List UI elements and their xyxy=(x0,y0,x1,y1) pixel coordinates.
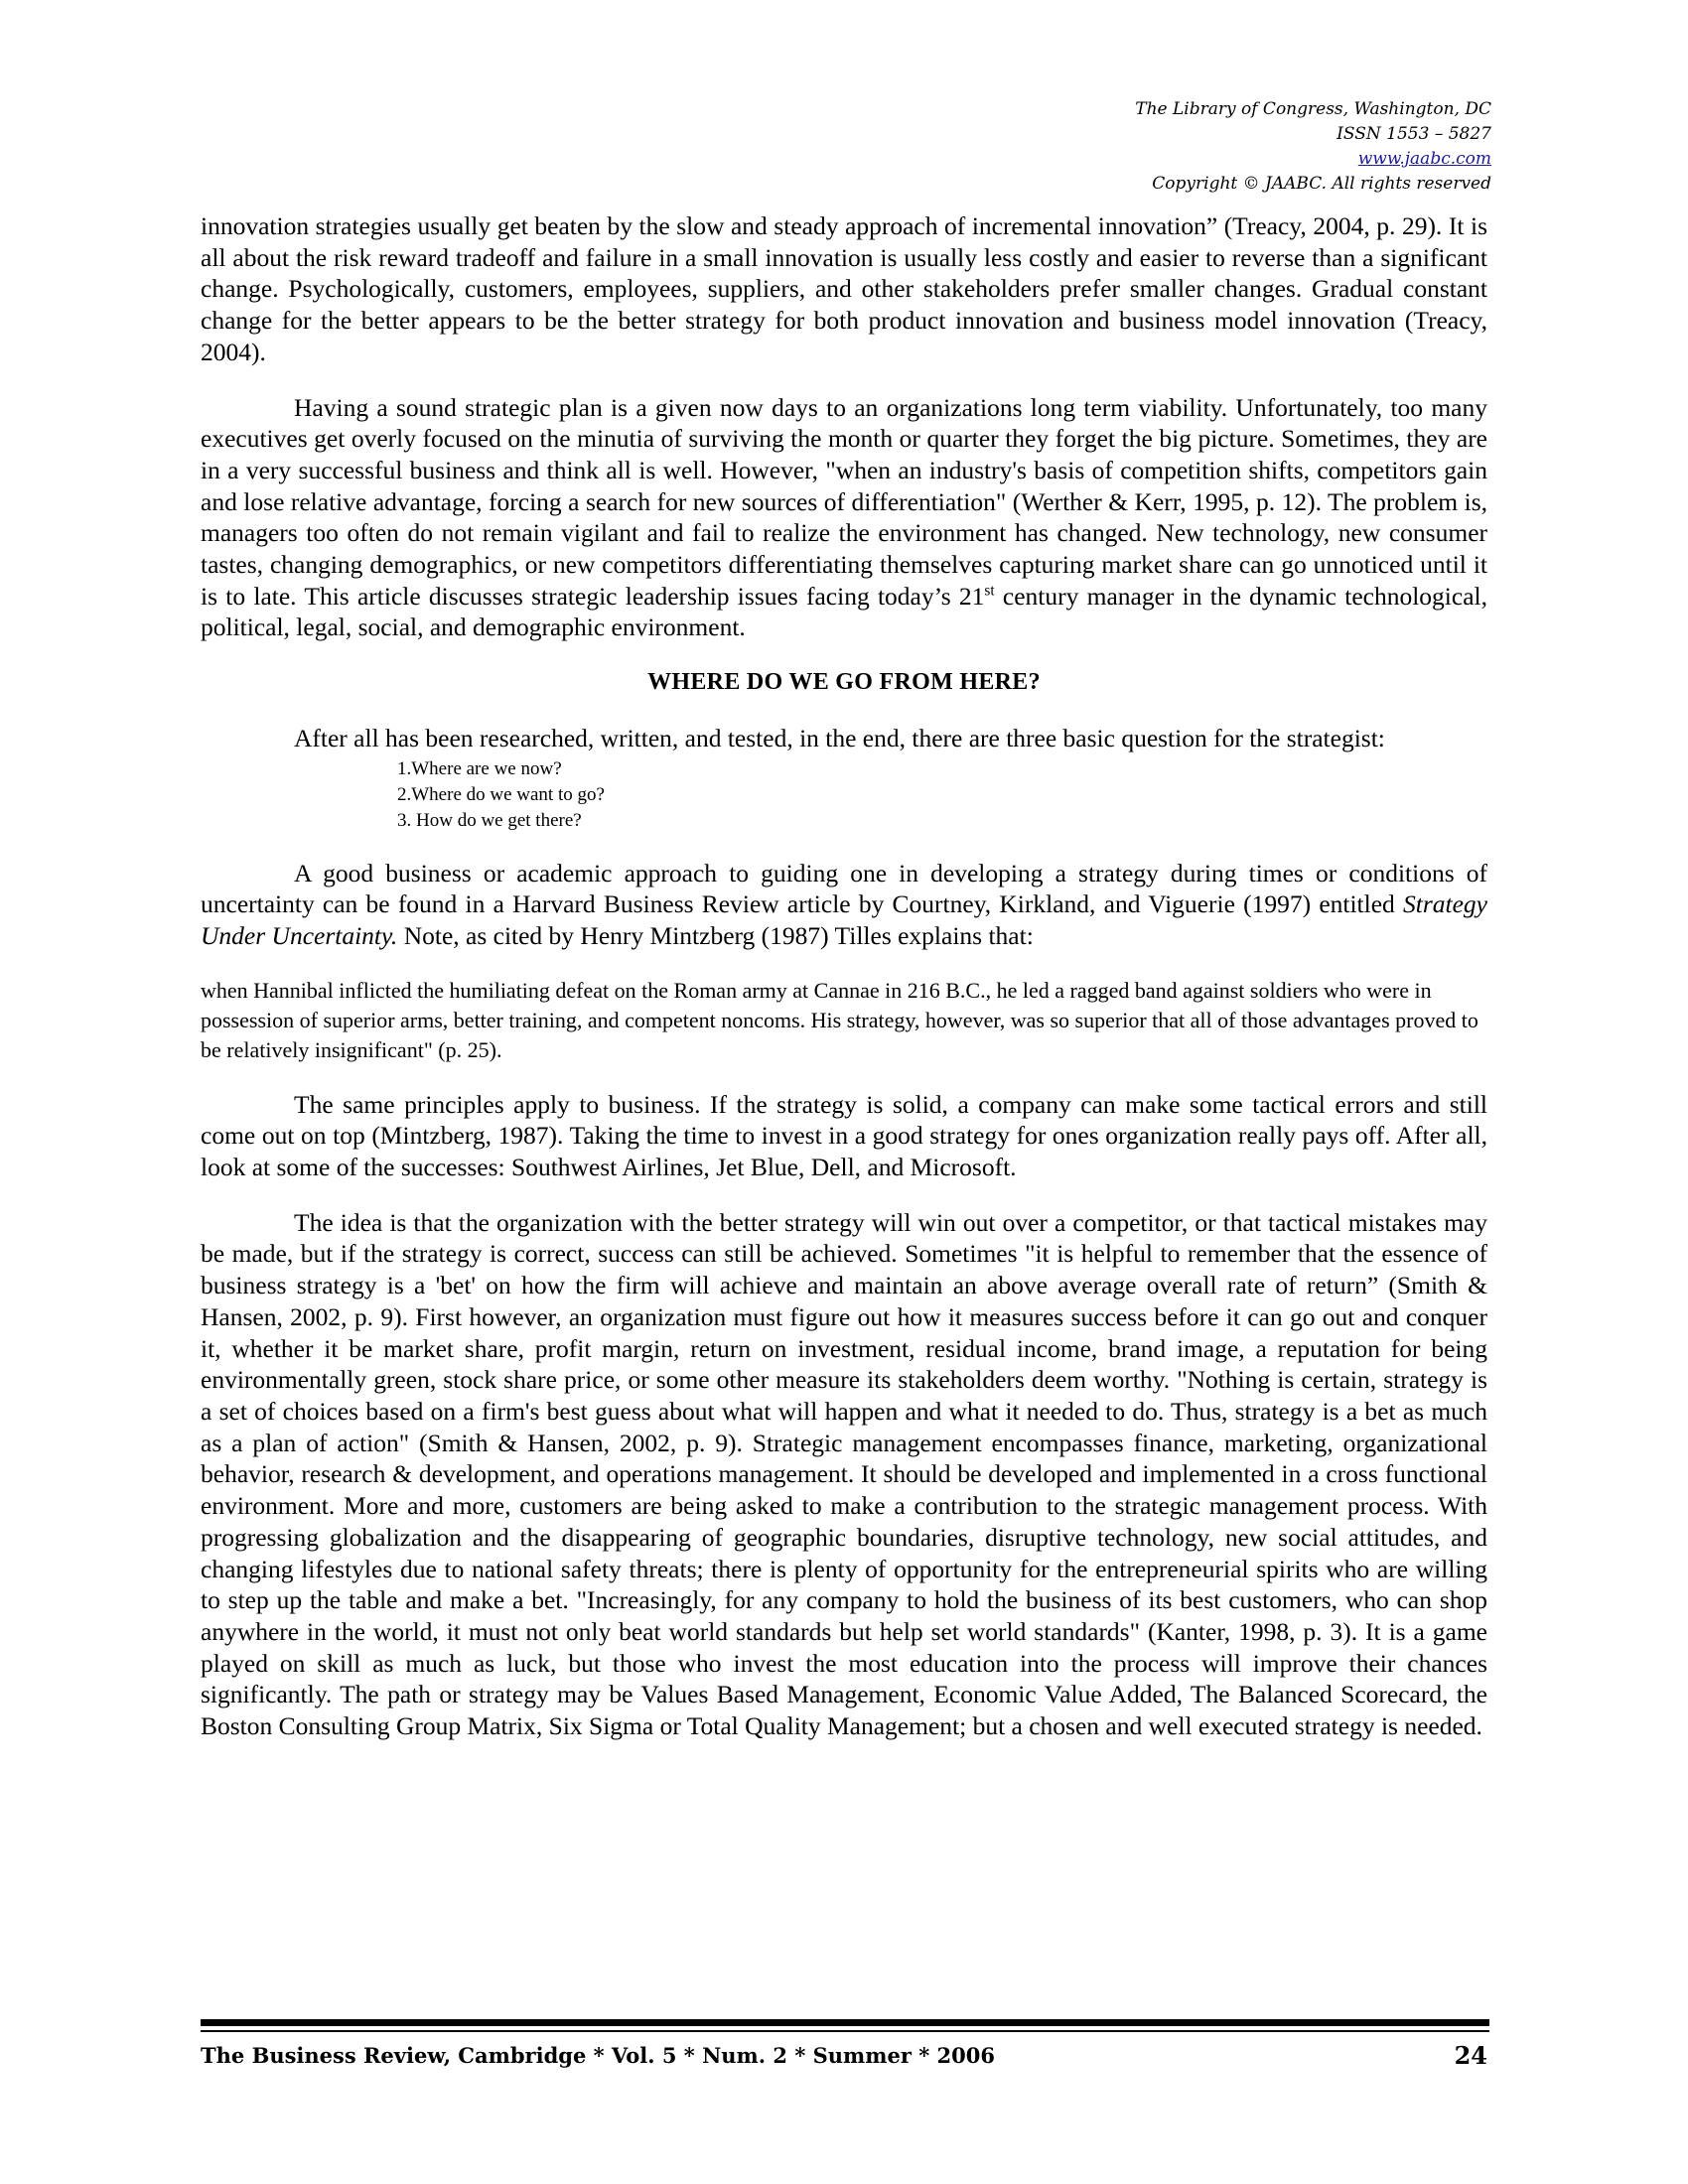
paragraph-5: The same principles apply to business. If the strategy is solid, a company can make some tactical errors and still come out on top (Mintzberg, 1987). Taking the time to invest in a good strategy for ones organization really pays off. After all, look at some of the successes: Southwest Airlines, Jet Blue, Dell, and Microsoft. xyxy=(201,1089,1487,1182)
article-body xyxy=(201,210,1487,1766)
paragraph-2-text-end: century manager in the dynamic technological, political, legal, social, and demographic environment. xyxy=(201,581,1487,642)
question-item: 3. How do we get there? xyxy=(397,809,582,831)
header-copyright-line: Copyright © JAABC. All rights reserved xyxy=(1152,174,1491,194)
footer-rule-thick xyxy=(201,2019,1489,2026)
question-item: 2.Where do we want to go? xyxy=(397,783,605,805)
paragraph-2 xyxy=(201,392,1487,644)
footer-journal-info: The Business Review, Cambridge * Vol. 5 * Num. 2 * Summer * 2006 xyxy=(201,2043,995,2068)
footer-rule-thin xyxy=(201,2030,1489,2032)
superscript-st: st xyxy=(984,582,995,600)
strategist-questions xyxy=(201,756,1487,834)
paragraph-1: innovation strategies usually get beaten by the slow and steady approach of incremental innovation” (Treacy, 2004, p. 29). It is all about the risk reward tradeoff and failure in a small innovation is usually less costly and easier to reverse than a significant change. Psychologically, customers, employees, suppliers, and other stakeholders prefer smaller changes. Gradual constant change for the better appears to be the better strategy for both product innovation and business model innovation (Treacy, 2004). xyxy=(201,211,1487,366)
article-title-italic: Strategy Under Uncertainty. xyxy=(201,889,1487,950)
footer-page-number: 24 xyxy=(1454,2041,1487,2070)
paragraph-4-text-end: Note, as cited by Henry Mintzberg (1987) Tilles explains that: xyxy=(397,920,1034,950)
paragraph-3: After all has been researched, written, and tested, in the end, there are three basic question for the strategist: xyxy=(294,723,1385,752)
question-item: 1.Where are we now? xyxy=(397,757,562,779)
section-heading: WHERE DO WE GO FROM HERE? xyxy=(647,669,1041,696)
header-library-line: The Library of Congress, Washington, DC xyxy=(1135,99,1491,119)
header-issn-line: ISSN 1553 – 5827 xyxy=(1336,124,1491,144)
paragraph-4 xyxy=(201,858,1487,952)
journal-header xyxy=(796,97,1491,197)
header-website-link[interactable]: www.jaabc.com xyxy=(1357,149,1491,169)
paragraph-6: The idea is that the organization with the better strategy will win out over a competitor, or that tactical mistakes may be made, but if the strategy is correct, success can still be achieved. Sometimes "it is helpful to remember that the essence of business strategy is a 'bet' on how the firm will achieve and maintain an above average overall rate of return” (Smith & Hansen, 2002, p. 9). First however, an organization must figure out how it measures success before it can go out and conquer it, whether it be market share, profit margin, return on investment, residual income, brand image, a reputation for being environmentally green, stock share price, or some other measure its stakeholders deem worthy. "Nothing is certain, strategy is a set of choices based on a firm's best guess about what will happen and what it needed to do. Thus, strategy is a bet as much as a plan of action" (Smith & Hansen, 2002, p. 9). Strategic management encompasses finance, marketing, organizational behavior, research & development, and operations management. It should be developed and implemented in a cross functional environment. More and more, customers are being asked to make a contribution to the strategic management process. With progressing globalization and the disappearing of geographic boundaries, disruptive technology, new social attitudes, and changing lifestyles due to national safety threats; there is plenty of opportunity for the entrepreneurial spirits who are willing to step up the table and make a bet. "Increasingly, for any company to hold the business of its best customers, who can shop anywhere in the world, it must not only beat world standards but help set world standards" (Kanter, 1998, p. 3). It is a game played on skill as much as luck, but those who invest the most education into the process will improve their chances significantly. The path or strategy may be Values Based Management, Economic Value Added, The Balanced Scorecard, the Boston Consulting Group Matrix, Six Sigma or Total Quality Management; but a chosen and well executed strategy is needed. xyxy=(201,1207,1487,1741)
paragraph-4-text: A good business or academic approach to guiding one in developing a strategy during times or conditions of uncertainty can be found in a Harvard Business Review article by Courtney, Kirkland, and Viguerie (1997) entitled xyxy=(201,858,1487,919)
paragraph-2-text: Having a sound strategic plan is a given now days to an organizations long term viability. Unfortunately, too many executives get overly focused on the minutia of surviving the month or quarter they forget the big picture. Sometimes, they are in a very successful business and think all is well. However, "when an industry's basis of competition shifts, competitors gain and lose relative advantage, forcing a search for new sources of differentiation" (Werther & Kerr, 1995, p. 12). The problem is, managers too often do not remain vigilant and fail to realize the environment has changed. New technology, new consumer tastes, changing demographics, or new competitors differentiating themselves capturing market share can go unnoticed until it is to late. This article discusses strategic leadership issues facing today’s 21 xyxy=(201,392,1487,611)
block-quote: when Hannibal inflicted the humiliating defeat on the Roman army at Cannae in 216 B.C., he led a ragged band against soldiers who were in possession of superior arms, better training, and competent noncoms. His strategy, however, was so superior that all of those advantages proved to be relatively insignificant" (p. 25). xyxy=(201,977,1478,1062)
